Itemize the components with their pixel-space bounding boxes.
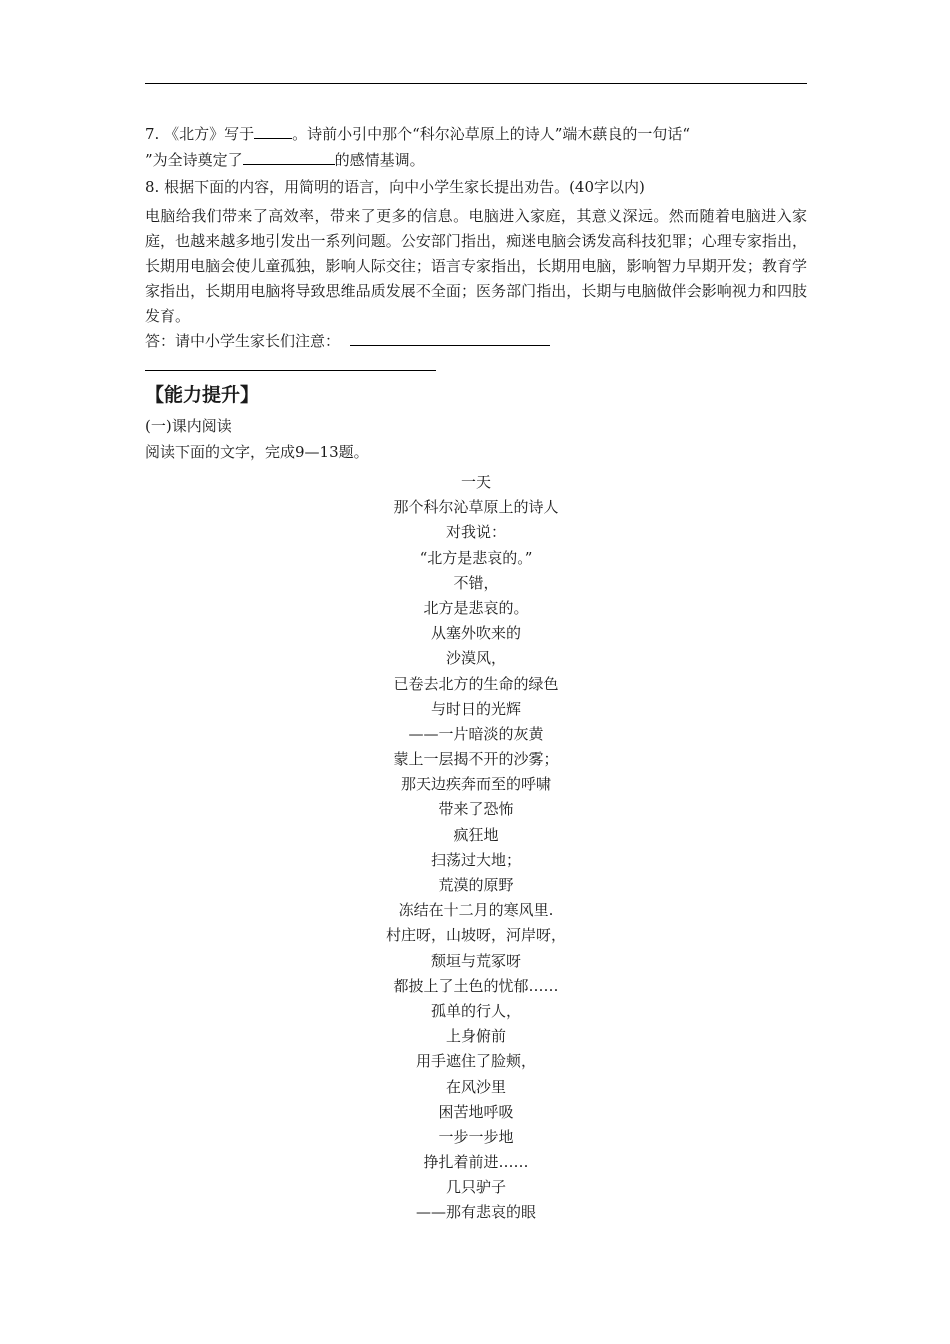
poem-line: 孤单的行人， (430, 1001, 521, 1020)
poem-line: 沙漠风， (445, 649, 506, 668)
poem-line: 已卷去北方的生命的绿色 (393, 674, 559, 693)
poem-line: 冻结在十二月的寒风里. (398, 901, 554, 920)
poem-line: 那个科尔沁草原上的诗人 (393, 498, 559, 517)
poem-line: 一天 (460, 473, 491, 491)
question-8-answer-blank (350, 331, 550, 346)
poem-line: ——那有悲哀的眼 (415, 1203, 536, 1222)
poem-line: 不错， (453, 573, 499, 592)
question-8-passage: 电脑给我们带来了高效率，带来了更多的信息。电脑进入家庭，其意义深远。然而随着电脑进入家庭，也越来越多地引发出一系列问题。公安部门指出，痴迷电脑会诱发高科技犯罪；心理专家指出，长期用电脑会使儿童孤独，影响人际交往；语言专家指出，长期用电脑，影响智力早期开发；教育学家指出，长期用电脑将导致思维品质发展不全面；医务部门指出，长期与电脑做伴会影响视力和四肢发育。 (145, 207, 807, 325)
poem-block (145, 470, 807, 1226)
poem-line: 都披上了土色的忧郁…… (393, 976, 559, 995)
poem-line: 困苦地呼吸 (438, 1102, 514, 1121)
question-7-line-2 (145, 150, 807, 170)
poem-line: 上身俯前 (445, 1027, 506, 1046)
section-heading: 【能力提升】 (145, 384, 260, 406)
poem-line: 在风沙里 (445, 1077, 506, 1096)
poem-line: 疯狂地 (453, 825, 499, 844)
question-7-text-c: ”为全诗奠定了 (145, 151, 243, 169)
section-subheading: (一)课内阅读 (145, 417, 232, 435)
poem-line: 几只驴子 (445, 1178, 506, 1197)
poem-line: 扫荡过大地； (430, 850, 521, 869)
question-8-answer-rule (145, 370, 436, 371)
question-8-prompt: 8. 根据下面的内容，用简明的语言，向中小学生家长提出劝告。(40字以内) (145, 178, 645, 196)
poem-line: 挣扎着前进…… (423, 1153, 529, 1172)
reading-instruction: 阅读下面的文字，完成9—13题。 (145, 443, 369, 461)
header-rule (145, 83, 807, 84)
question-7-line-1 (145, 124, 807, 144)
poem-line: 用手遮住了脸颊， (415, 1052, 536, 1071)
poem-line: 从塞外吹来的 (430, 624, 521, 643)
poem-line: 颓垣与荒冢呀 (430, 951, 521, 970)
poem-line: “北方是悲哀的。” (419, 548, 533, 567)
poem-line: 带来了恐怖 (438, 800, 514, 819)
question-8-answer-label: 答：请中小学生家长们注意： (145, 332, 341, 350)
question-7-text-a: 7. 《北方》写于 (145, 125, 255, 143)
question-7-blank-tone (243, 150, 335, 165)
question-7-blank-year (254, 124, 292, 139)
poem-line: 对我说： (445, 523, 506, 542)
poem-line: 与时日的光辉 (430, 699, 521, 718)
poem-line: 北方是悲哀的。 (423, 598, 529, 617)
poem-line: 那天边疾奔而至的呼啸 (400, 775, 551, 794)
question-7-text-b: 。诗前小引中那个“科尔沁草原上的诗人”端木蕻良的一句话“ (292, 125, 691, 143)
question-8-answer-line (145, 331, 807, 351)
question-7-text-d: 的感情基调。 (334, 151, 425, 169)
poem-line: 一步一步地 (438, 1127, 514, 1146)
poem-line: 荒漠的原野 (438, 876, 514, 894)
poem-line: 村庄呀，山坡呀，河岸呀， (385, 926, 566, 945)
poem-line: 蒙上一层揭不开的沙雾； (393, 750, 559, 769)
poem-line: ——一片暗淡的灰黄 (408, 724, 544, 743)
